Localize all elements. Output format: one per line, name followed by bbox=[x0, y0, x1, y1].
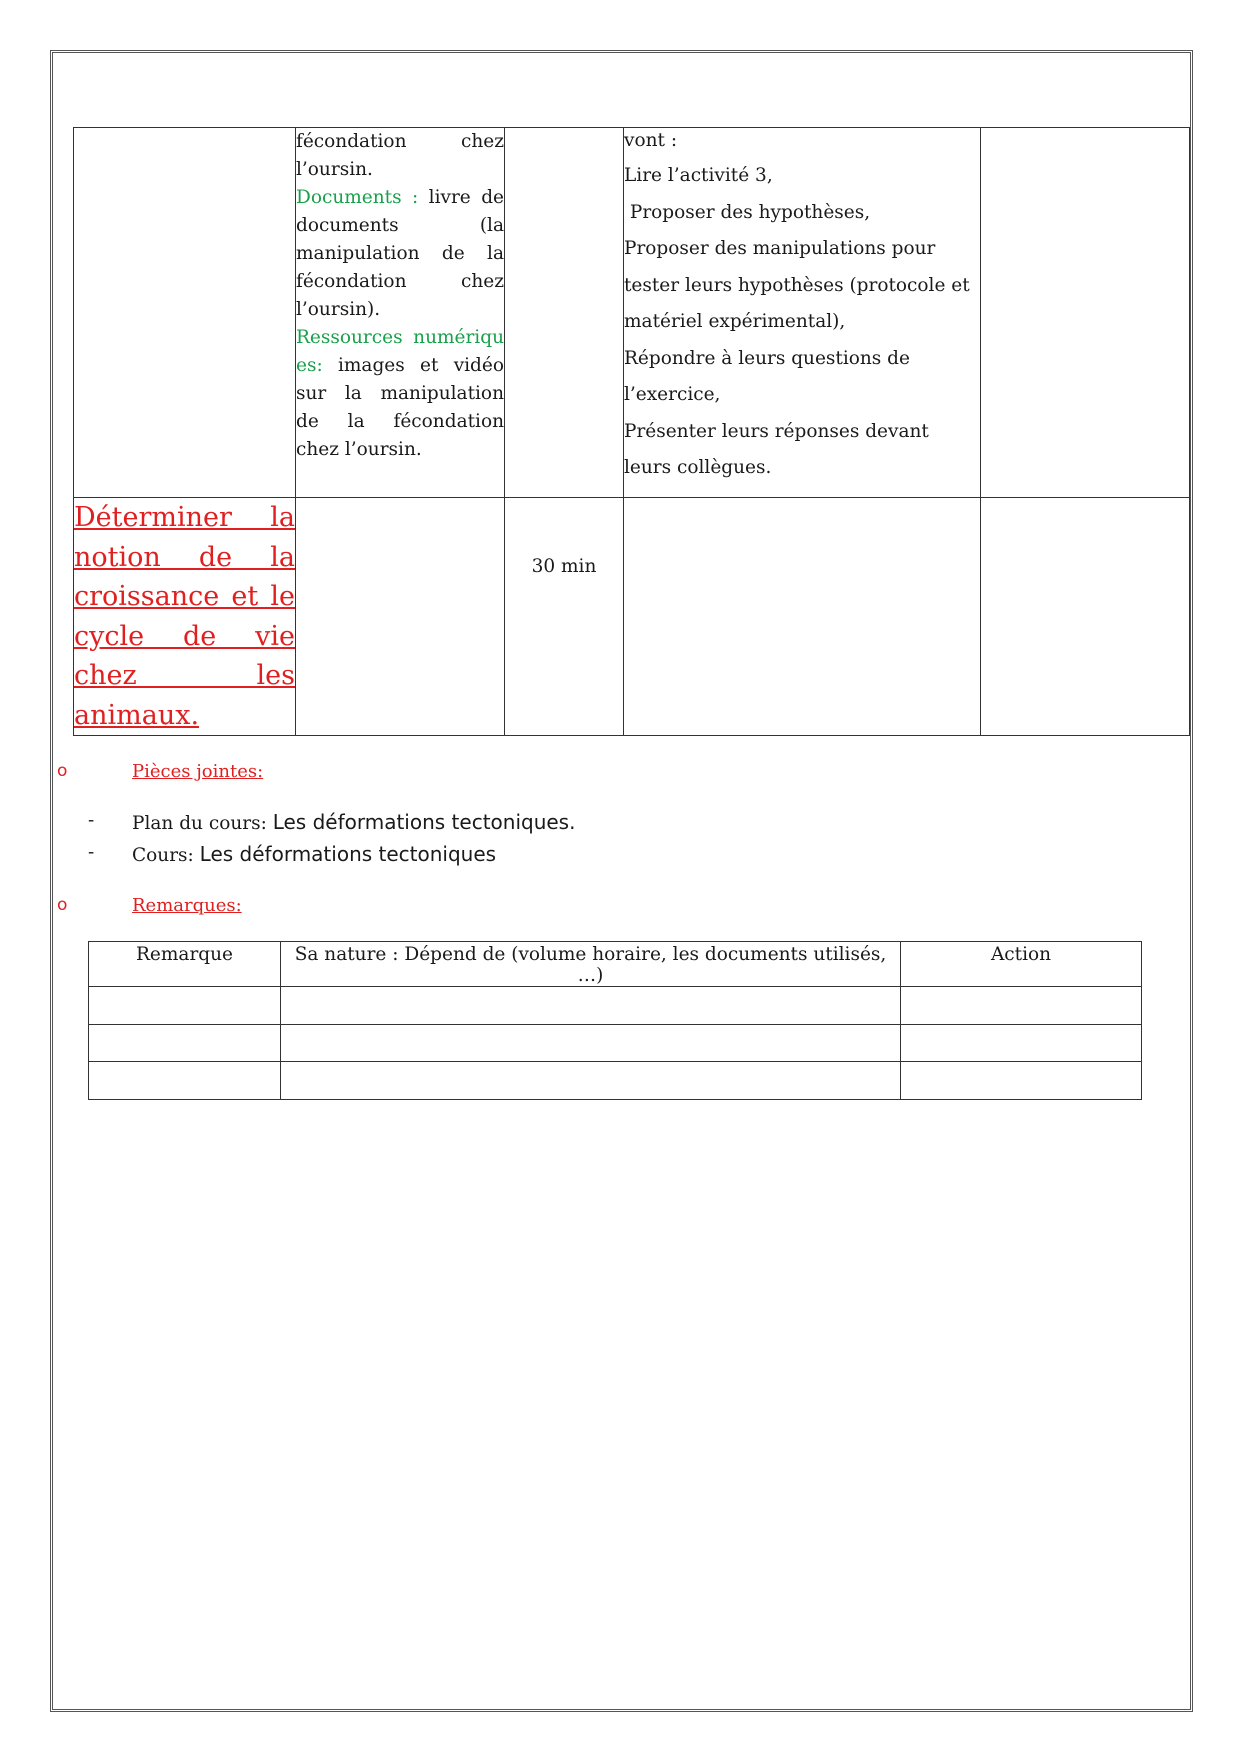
step-line: Lire l’activité 3, bbox=[624, 165, 773, 186]
table-row bbox=[89, 1062, 1142, 1100]
step-line: matériel expérimental), bbox=[624, 311, 846, 332]
remarks-table bbox=[88, 941, 1142, 1100]
duration-cell: 30 min bbox=[505, 498, 624, 736]
table-cell bbox=[89, 1024, 281, 1062]
duration-cell-empty bbox=[505, 128, 624, 498]
circle-bullet-icon: o bbox=[57, 895, 68, 915]
documents-cell bbox=[296, 128, 505, 498]
table-cell bbox=[89, 987, 281, 1025]
table-row bbox=[89, 1024, 1142, 1062]
table-cell bbox=[89, 1062, 281, 1100]
circle-bullet-icon: o bbox=[57, 761, 68, 781]
attachment-prefix: Cours: bbox=[132, 845, 200, 866]
column-header: Remarque bbox=[89, 942, 281, 987]
table-cell bbox=[281, 1062, 901, 1100]
resources-label: Ressources numériques: bbox=[296, 327, 504, 376]
documents-continuation: fécondation chez l’oursin. bbox=[296, 131, 504, 180]
attachment-entry bbox=[132, 810, 575, 834]
table-cell bbox=[281, 987, 901, 1025]
remarks-title: Remarques: bbox=[132, 895, 242, 916]
table-cell bbox=[281, 1024, 901, 1062]
step-line: l’exercice, bbox=[624, 384, 721, 405]
table-row bbox=[74, 128, 1190, 498]
column-header: Action bbox=[901, 942, 1142, 987]
attachments-title: Pièces jointes: bbox=[132, 761, 264, 782]
learner-activities-cell-empty bbox=[624, 498, 981, 736]
objective-cell: Déterminer la notion de la croissance et le cycle de vie chez les animaux. bbox=[74, 498, 296, 736]
documents-text: livre de documents (la manipulation de la fécondation chez l’oursin). bbox=[296, 187, 504, 320]
attachment-entry bbox=[132, 842, 496, 866]
lesson-plan-table bbox=[73, 127, 1190, 736]
objective-cell-empty bbox=[74, 128, 296, 498]
resources-text: images et vidéo sur la manipulation de la fécondation chez l’oursin. bbox=[296, 355, 504, 460]
attachment-title: Les déformations tectoniques. bbox=[272, 810, 576, 834]
documents-paragraph bbox=[296, 184, 504, 324]
table-cell bbox=[901, 987, 1142, 1025]
evaluation-cell-empty bbox=[981, 128, 1190, 498]
dash-bullet: - bbox=[88, 810, 95, 831]
step-line: Présenter leurs réponses devant bbox=[624, 420, 929, 442]
column-header: Sa nature : Dépend de (volume horaire, les documents utilisés, …) bbox=[281, 942, 901, 987]
attachment-title: Les déformations tectoniques bbox=[199, 842, 497, 866]
learner-activities-cell bbox=[624, 128, 981, 498]
step-line: Proposer des hypothèses, bbox=[624, 201, 871, 223]
resources-paragraph bbox=[296, 324, 504, 464]
step-line: tester leurs hypothèses (protocole et bbox=[624, 274, 970, 296]
step-line: leurs collègues. bbox=[624, 457, 772, 478]
table-header-row bbox=[89, 942, 1142, 987]
table-row bbox=[74, 498, 1190, 736]
documents-label: Documents : bbox=[296, 187, 419, 208]
table-row bbox=[89, 987, 1142, 1025]
documents-cell-empty bbox=[296, 498, 505, 736]
table-cell bbox=[901, 1062, 1142, 1100]
step-line: Répondre à leurs questions de bbox=[624, 347, 910, 369]
evaluation-cell-empty bbox=[981, 498, 1190, 736]
step-line: vont : bbox=[624, 130, 678, 151]
dash-bullet: - bbox=[88, 842, 95, 863]
step-line: Proposer des manipulations pour bbox=[624, 238, 936, 259]
table-cell bbox=[901, 1024, 1142, 1062]
attachment-prefix: Plan du cours: bbox=[132, 813, 273, 834]
